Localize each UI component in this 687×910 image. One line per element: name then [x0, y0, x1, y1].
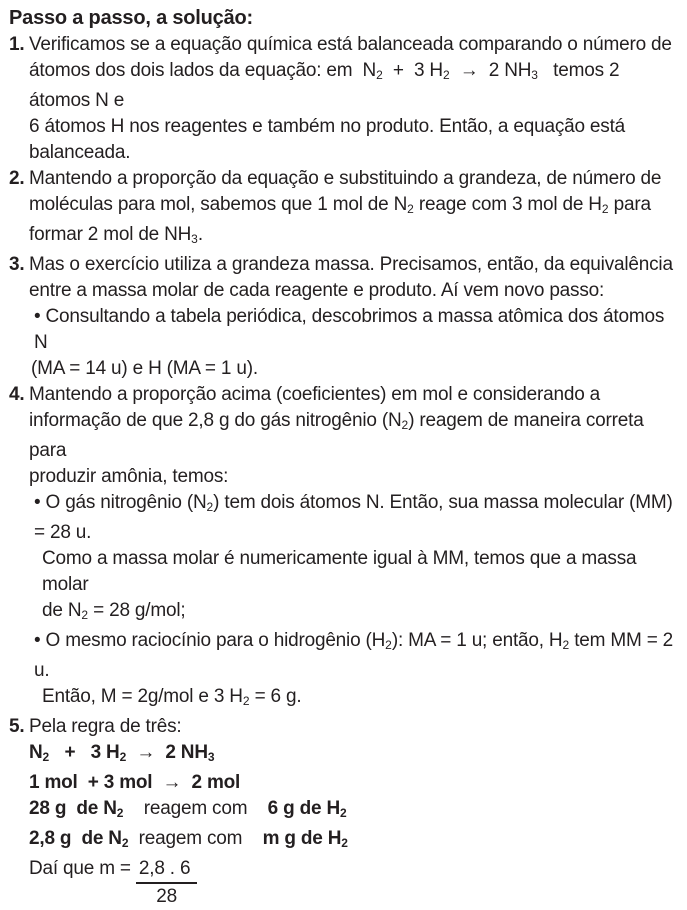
text-line — [29, 382, 679, 408]
text-run: formar 2 mol de NH — [29, 224, 192, 245]
text-run: Pela regra de três: — [29, 716, 182, 737]
text-run: = 6 g. — [249, 686, 302, 707]
step-number: 5. — [9, 716, 25, 737]
subscript: 2 — [442, 68, 450, 82]
text-run: Como a massa molar é numericamente igual à MM, temos que a massa molar — [42, 548, 642, 595]
text-run: = 28 g/mol; — [88, 600, 186, 621]
text-run: • O mesmo raciocínio para o hidrogênio (H — [34, 630, 386, 651]
step-item-3 — [9, 252, 679, 382]
text-run: + 3 H — [382, 60, 443, 81]
text-run: → 2 NH — [126, 742, 208, 763]
text-run: tem MM = 2 u. — [34, 630, 679, 681]
text-line — [29, 32, 679, 58]
text-line — [29, 58, 679, 114]
text-line — [29, 192, 679, 222]
step-item-5 — [9, 714, 679, 910]
text-line — [29, 740, 679, 770]
text-run: 28 g de N — [29, 798, 117, 819]
text-run: (MA = 14 u) e H (MA = 1 u). — [31, 358, 258, 379]
text-run: Mantendo a proporção acima (coeficientes) em mol e considerando a — [29, 384, 601, 405]
text-line — [29, 464, 679, 490]
text-run: moléculas para mol, sabemos que 1 mol de N — [29, 194, 408, 215]
subscript: 2 — [121, 836, 129, 850]
text-run: reage com 3 mol de H — [413, 194, 602, 215]
text-run: reagem com — [123, 798, 268, 819]
subscript: 3 — [191, 232, 198, 246]
text-line — [29, 356, 679, 382]
step-body — [29, 32, 679, 166]
fraction-prefix: Daí que m = — [29, 858, 136, 879]
subscript: 2 — [42, 750, 50, 764]
subscript: 2 — [376, 68, 383, 82]
step-body — [29, 166, 679, 252]
text-run: átomos dos dois lados da equação: em N — [29, 60, 377, 81]
text-run: temos 2 átomos N e — [29, 60, 625, 111]
text-run: . — [197, 224, 203, 245]
subscript: 2 — [116, 806, 124, 820]
text-line — [29, 770, 679, 796]
text-run: • O gás nitrogênio (N — [34, 492, 207, 513]
text-run: reagem com — [128, 828, 263, 849]
step-number: 3. — [9, 254, 25, 275]
step-body — [29, 252, 679, 382]
subscript: 2 — [119, 750, 127, 764]
bullet-line — [29, 304, 679, 356]
text-run: 6 átomos H nos reagentes e também no produto. Então, a equação está balanceada. — [29, 116, 631, 163]
text-run: Mas o exercício utiliza a grandeza massa. Precisamos, então, da equivalência — [29, 254, 673, 275]
text-run: 1 mol + 3 mol → 2 mol — [29, 772, 241, 793]
text-run: → 2 NH — [449, 60, 532, 81]
subscript: 2 — [81, 608, 89, 622]
text-run: + 3 H — [49, 742, 120, 763]
subscript: 2 — [401, 418, 409, 432]
step-number: 1. — [9, 34, 25, 55]
fraction-numerator: 2,8 . 6 — [136, 856, 197, 884]
text-run: ): MA = 1 u; então, H — [391, 630, 563, 651]
subscript: 2 — [339, 806, 347, 820]
subscript: 2 — [407, 202, 414, 216]
step-item-4 — [9, 382, 679, 714]
step-number: 2. — [9, 168, 25, 189]
text-line — [29, 714, 679, 740]
text-run: 2,8 g de N — [29, 828, 122, 849]
steps — [9, 32, 679, 910]
text-line — [29, 222, 679, 252]
step-number: 4. — [9, 384, 25, 405]
text-run: N — [29, 742, 43, 763]
text-line — [29, 252, 679, 278]
subscript: 3 — [531, 68, 538, 82]
step-body — [29, 714, 679, 910]
fraction-denominator: 28 — [156, 886, 177, 907]
fraction — [136, 856, 197, 910]
text-line — [29, 546, 679, 598]
text-line — [29, 826, 679, 856]
text-run: produzir amônia, temos: — [29, 466, 229, 487]
subscript: 3 — [207, 750, 215, 764]
page-title: Passo a passo, a solução: — [9, 7, 253, 29]
text-run: para — [608, 194, 651, 215]
step-item-1 — [9, 32, 679, 166]
fraction-line — [29, 856, 679, 910]
step-item-2 — [9, 166, 679, 252]
subscript: 2 — [385, 638, 392, 652]
text-run: de N — [42, 600, 82, 621]
text-line — [29, 598, 679, 628]
step-body — [29, 382, 679, 714]
text-line — [29, 166, 679, 192]
text-run: Então, M = 2g/mol e 3 H — [42, 686, 243, 707]
text-run: ) tem dois átomos N. Então, sua massa molecular (MM) = 28 u. — [34, 492, 678, 543]
subscript: 2 — [206, 500, 214, 514]
text-run: Mantendo a proporção da equação e substituindo a grandeza, de número de — [29, 168, 662, 189]
bullet-line — [29, 490, 679, 546]
text-line — [29, 796, 679, 826]
text-run: informação de que 2,8 g do gás nitrogênio (N — [29, 410, 402, 431]
text-line — [29, 408, 679, 464]
text-run: entre a massa molar de cada reagente e produto. Aí vem novo passo: — [29, 280, 605, 301]
text-line — [29, 278, 679, 304]
subscript: 2 — [601, 202, 609, 216]
text-run: • Consultando a tabela periódica, descobrimos a massa atômica dos átomos N — [34, 306, 670, 353]
text-line — [29, 684, 679, 714]
subscript: 2 — [562, 638, 570, 652]
text-line — [29, 114, 679, 166]
text-run: ) reagem de maneira correta para — [29, 410, 649, 461]
text-run: 6 g de H — [267, 798, 340, 819]
text-run: m g de H — [262, 828, 342, 849]
subscript: 2 — [341, 836, 348, 850]
subscript: 2 — [242, 694, 250, 708]
text-run: Verificamos se a equação química está balanceada comparando o número de — [29, 34, 672, 55]
bullet-line — [29, 628, 679, 684]
